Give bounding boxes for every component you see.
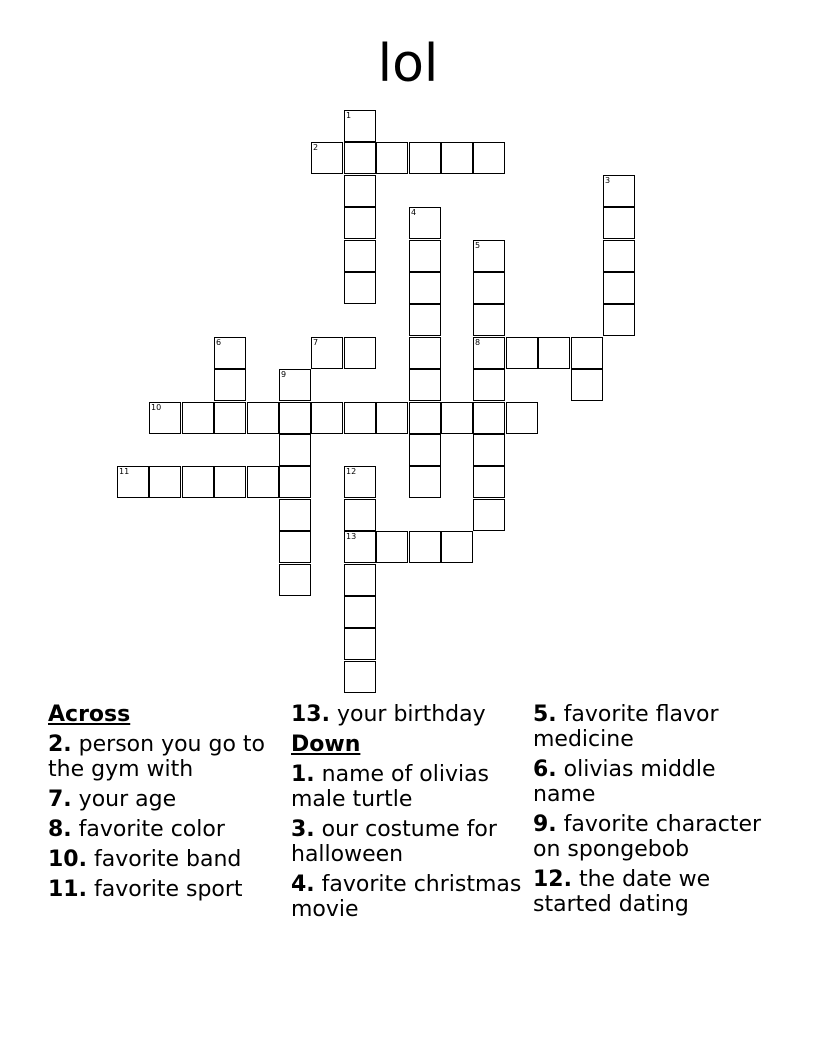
grid-cell[interactable] xyxy=(344,466,376,498)
grid-cell[interactable] xyxy=(344,531,376,563)
cell-number: 1 xyxy=(346,111,352,120)
grid-cell[interactable] xyxy=(311,337,343,369)
down-heading: Down xyxy=(291,732,361,757)
clue-column-3 xyxy=(533,702,769,922)
grid-cell[interactable] xyxy=(473,304,505,336)
clue-text: favorite christmas movie xyxy=(291,872,522,922)
clue-text: our costume for halloween xyxy=(291,817,497,867)
clue-across-8[interactable] xyxy=(48,817,284,842)
clue-across-11[interactable] xyxy=(48,877,284,902)
grid-cell[interactable] xyxy=(214,337,246,369)
clue-text: favorite color xyxy=(78,817,225,842)
grid-cell[interactable] xyxy=(344,661,376,693)
grid-cell[interactable] xyxy=(344,499,376,531)
grid-cell[interactable] xyxy=(214,466,246,498)
grid-cell[interactable] xyxy=(603,207,635,239)
grid-cell[interactable] xyxy=(473,240,505,272)
clue-text: favorite band xyxy=(93,847,242,872)
grid-cell[interactable] xyxy=(441,531,473,563)
cell-number: 8 xyxy=(475,338,481,347)
grid-cell[interactable] xyxy=(506,402,538,434)
grid-cell[interactable] xyxy=(376,142,408,174)
across-heading: Across xyxy=(48,702,131,727)
clue-number: 2. xyxy=(48,732,72,757)
grid-cell[interactable] xyxy=(344,175,376,207)
clue-across-7[interactable] xyxy=(48,787,284,812)
grid-cell[interactable] xyxy=(279,466,311,498)
grid-cell[interactable] xyxy=(473,272,505,304)
grid-cell[interactable] xyxy=(409,369,441,401)
grid-cell[interactable] xyxy=(344,207,376,239)
grid-cell[interactable] xyxy=(182,466,214,498)
grid-cell[interactable] xyxy=(149,466,181,498)
grid-cell[interactable] xyxy=(117,466,149,498)
clue-number: 8. xyxy=(48,817,72,842)
clue-number: 3. xyxy=(291,817,315,842)
clue-down-6[interactable] xyxy=(533,757,769,807)
clue-number: 1. xyxy=(291,762,315,787)
clue-across-13[interactable] xyxy=(291,702,527,727)
grid-cell[interactable] xyxy=(409,272,441,304)
clue-column-2 xyxy=(291,702,527,927)
clue-number: 10. xyxy=(48,847,87,872)
puzzle-title: lol xyxy=(377,34,439,94)
grid-cell[interactable] xyxy=(149,402,181,434)
grid-cell[interactable] xyxy=(409,240,441,272)
grid-cell[interactable] xyxy=(473,402,505,434)
clue-down-4[interactable] xyxy=(291,872,527,922)
clue-text: name of olivias male turtle xyxy=(291,762,490,812)
grid-cell[interactable] xyxy=(182,402,214,434)
grid-cell[interactable] xyxy=(506,337,538,369)
cell-number: 5 xyxy=(475,241,481,250)
grid-cell[interactable] xyxy=(409,402,441,434)
grid-cell[interactable] xyxy=(473,142,505,174)
grid-cell[interactable] xyxy=(344,402,376,434)
grid-cell[interactable] xyxy=(344,564,376,596)
cell-number: 7 xyxy=(313,338,319,347)
grid-cell[interactable] xyxy=(279,369,311,401)
grid-cell[interactable] xyxy=(344,240,376,272)
grid-cell[interactable] xyxy=(603,240,635,272)
cell-number: 10 xyxy=(151,403,162,412)
clue-number: 12. xyxy=(533,867,572,892)
grid-cell[interactable] xyxy=(279,531,311,563)
clue-across-10[interactable] xyxy=(48,847,284,872)
clue-down-5[interactable] xyxy=(533,702,769,752)
cell-number: 2 xyxy=(313,143,319,152)
cell-number: 3 xyxy=(605,176,611,185)
clue-number: 13. xyxy=(291,702,330,727)
grid-cell[interactable] xyxy=(409,207,441,239)
clue-text: your age xyxy=(78,787,177,812)
clue-down-9[interactable] xyxy=(533,812,769,862)
clue-down-1[interactable] xyxy=(291,762,527,812)
grid-cell[interactable] xyxy=(409,337,441,369)
clue-down-12[interactable] xyxy=(533,867,769,917)
clue-text: favorite character on spongebob xyxy=(533,812,762,862)
grid-cell[interactable] xyxy=(376,402,408,434)
grid-cell[interactable] xyxy=(571,369,603,401)
grid-cell[interactable] xyxy=(344,337,376,369)
grid-cell[interactable] xyxy=(214,369,246,401)
grid-cell[interactable] xyxy=(603,175,635,207)
grid-cell[interactable] xyxy=(279,434,311,466)
clue-text: the date we started dating xyxy=(533,867,711,917)
cell-number: 9 xyxy=(281,370,287,379)
grid-cell[interactable] xyxy=(603,304,635,336)
clue-number: 11. xyxy=(48,877,87,902)
grid-cell[interactable] xyxy=(441,142,473,174)
grid-cell[interactable] xyxy=(344,272,376,304)
grid-cell[interactable] xyxy=(473,337,505,369)
clue-text: your birthday xyxy=(336,702,486,727)
grid-cell[interactable] xyxy=(538,337,570,369)
clue-text: favorite sport xyxy=(93,877,243,902)
clue-number: 5. xyxy=(533,702,557,727)
grid-cell[interactable] xyxy=(311,402,343,434)
clue-number: 6. xyxy=(533,757,557,782)
grid-cell[interactable] xyxy=(247,402,279,434)
grid-cell[interactable] xyxy=(344,628,376,660)
grid-cell[interactable] xyxy=(409,304,441,336)
grid-cell[interactable] xyxy=(344,110,376,142)
clue-down-3[interactable] xyxy=(291,817,527,867)
cell-number: 13 xyxy=(346,532,357,541)
grid-cell[interactable] xyxy=(473,434,505,466)
grid-cell[interactable] xyxy=(247,466,279,498)
grid-cell[interactable] xyxy=(279,402,311,434)
grid-cell[interactable] xyxy=(473,369,505,401)
grid-cell[interactable] xyxy=(409,434,441,466)
clue-number: 9. xyxy=(533,812,557,837)
clue-text: person you go to the gym with xyxy=(48,732,265,782)
grid-cell[interactable] xyxy=(409,466,441,498)
grid-cell[interactable] xyxy=(603,272,635,304)
clue-text: favorite flavor medicine xyxy=(533,702,719,752)
grid-cell[interactable] xyxy=(473,466,505,498)
grid-cell[interactable] xyxy=(409,531,441,563)
clue-number: 4. xyxy=(291,872,315,897)
grid-cell[interactable] xyxy=(214,402,246,434)
cell-number: 4 xyxy=(411,208,417,217)
cell-number: 6 xyxy=(216,338,222,347)
clue-text: olivias middle name xyxy=(533,757,716,807)
grid-cell[interactable] xyxy=(571,337,603,369)
clue-across-2[interactable] xyxy=(48,732,284,782)
grid-cell[interactable] xyxy=(473,499,505,531)
clue-number: 7. xyxy=(48,787,72,812)
grid-cell[interactable] xyxy=(344,142,376,174)
grid-cell[interactable] xyxy=(344,596,376,628)
grid-cell[interactable] xyxy=(376,531,408,563)
grid-cell[interactable] xyxy=(409,142,441,174)
clue-column-1 xyxy=(48,702,284,907)
cell-number: 11 xyxy=(119,467,130,476)
grid-cell[interactable] xyxy=(441,402,473,434)
cell-number: 12 xyxy=(346,467,357,476)
grid-cell[interactable] xyxy=(279,499,311,531)
grid-cell[interactable] xyxy=(279,564,311,596)
grid-cell[interactable] xyxy=(311,142,343,174)
